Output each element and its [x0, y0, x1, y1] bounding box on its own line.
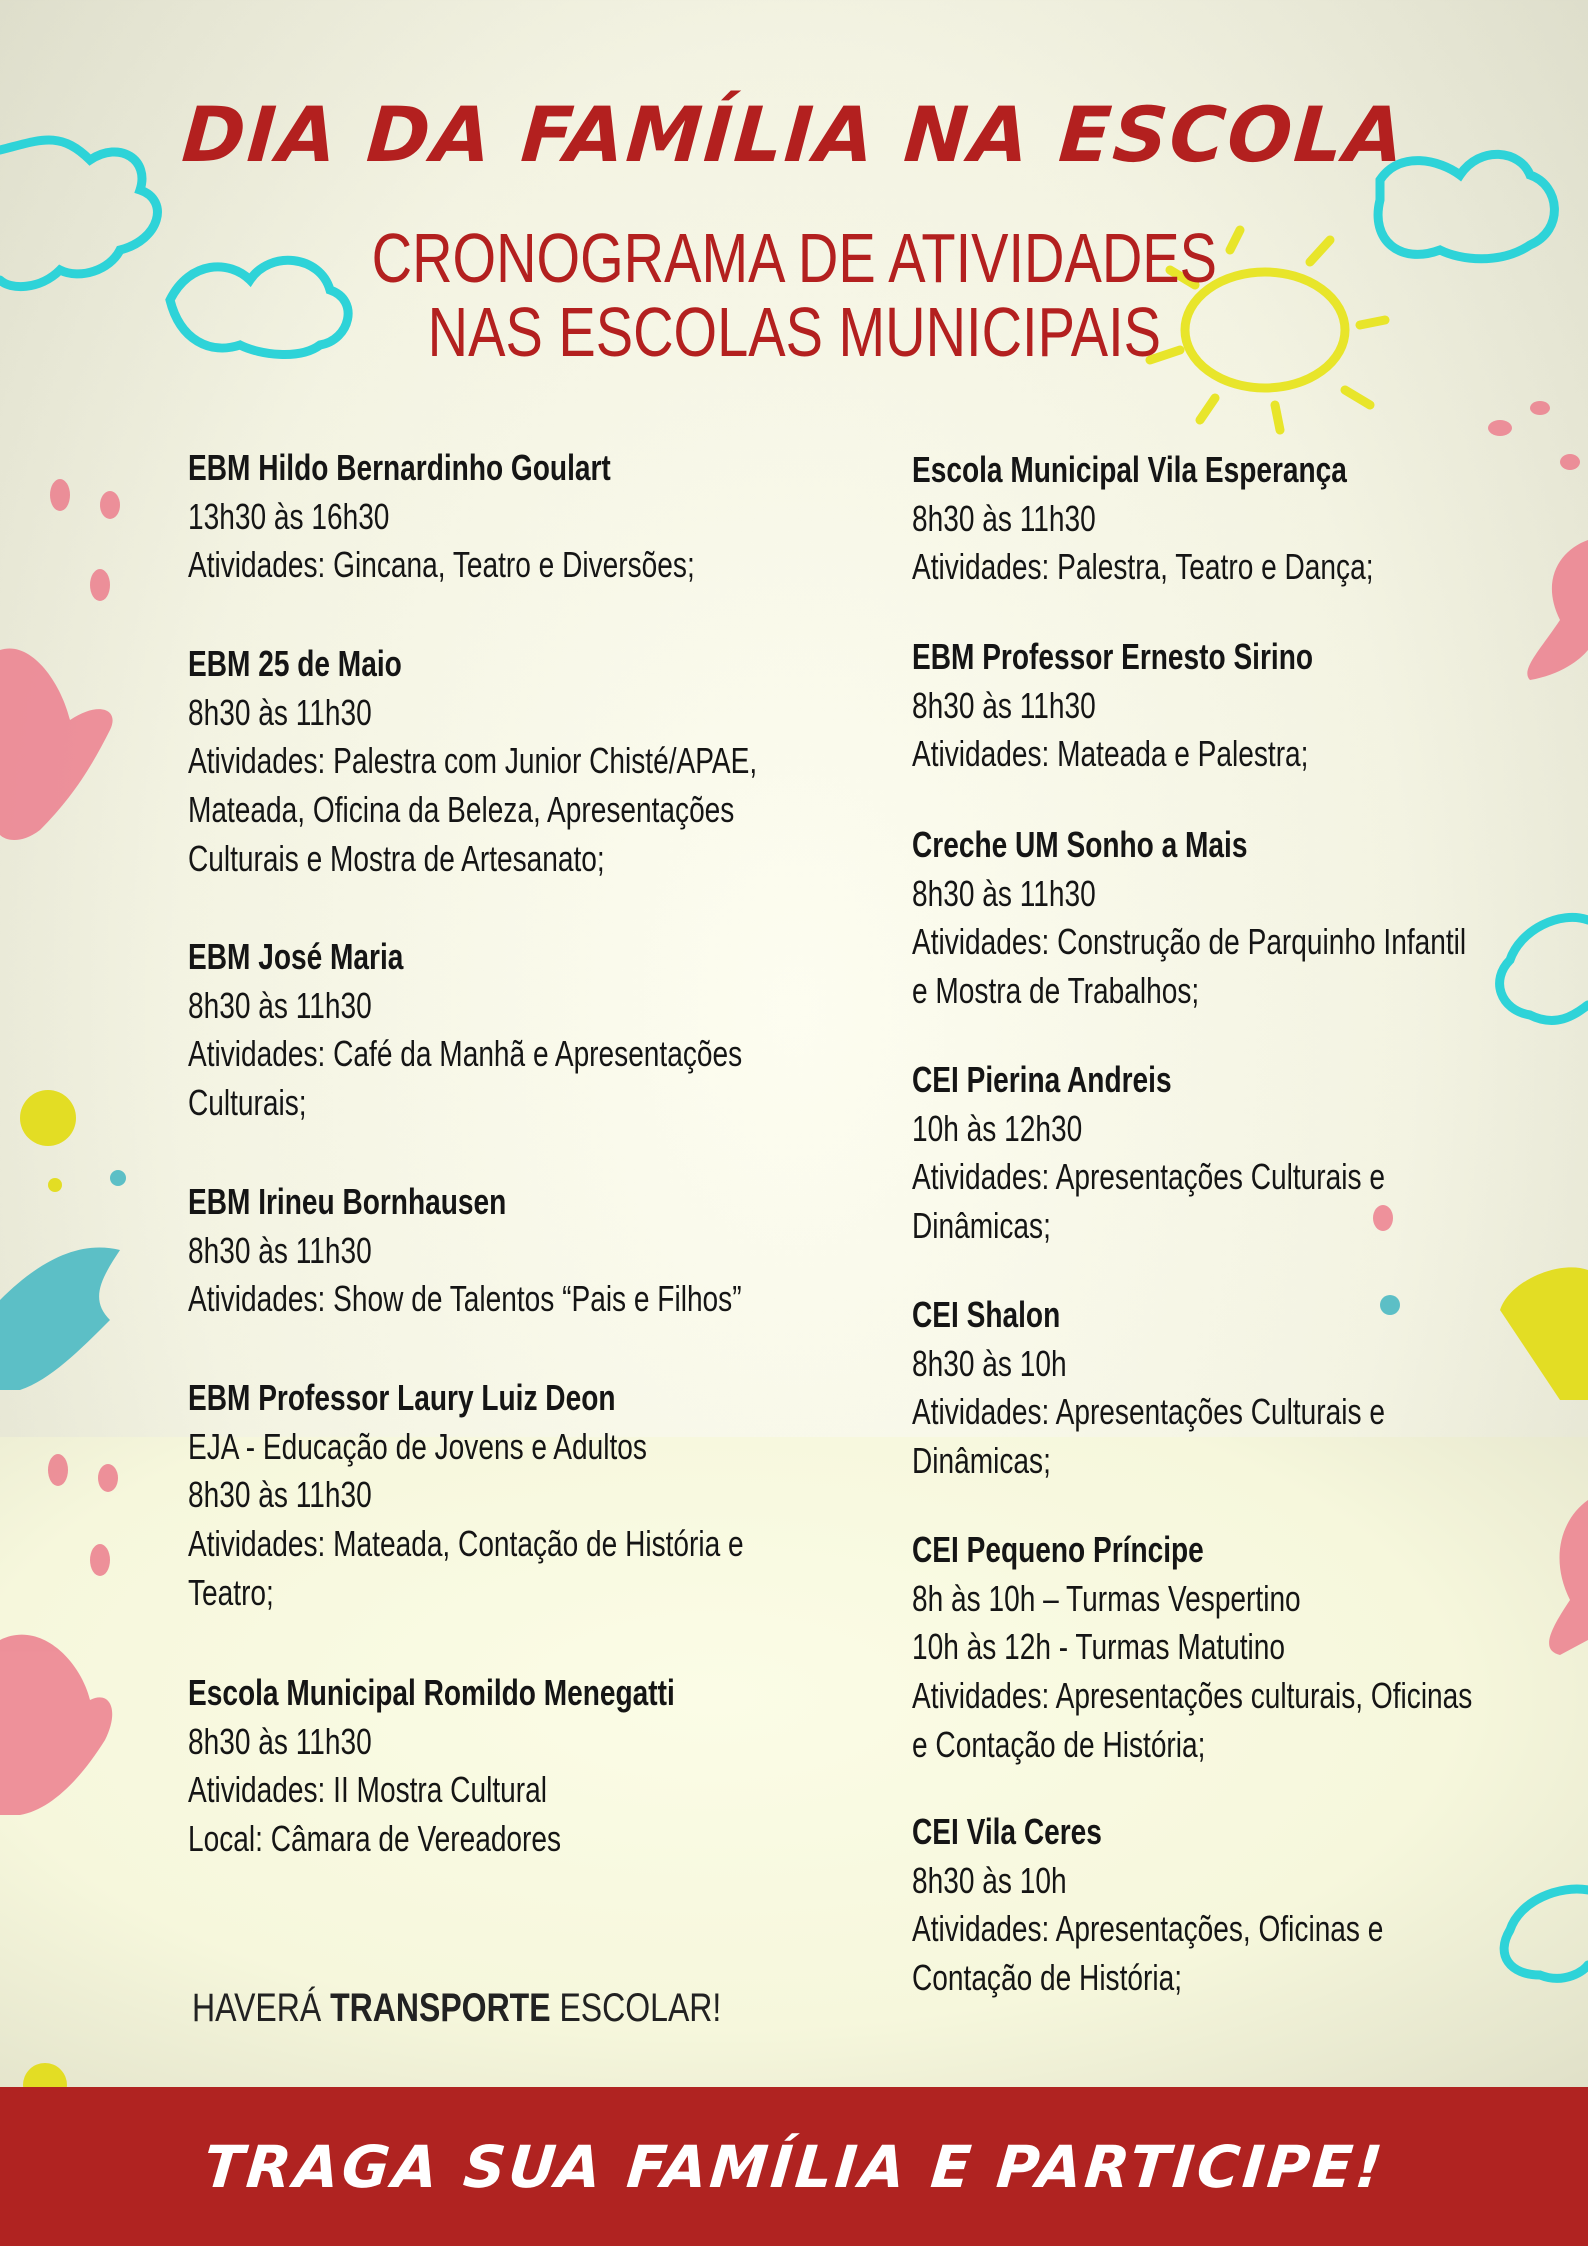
school-entry [188, 640, 757, 884]
school-detail-line: 10h às 12h30 [912, 1107, 1083, 1149]
school-detail-line: 8h30 às 10h [912, 1859, 1067, 1901]
school-detail-line: e Mostra de Trabalhos; [912, 970, 1200, 1012]
school-detail-line: 8h30 às 11h30 [188, 691, 372, 733]
school-detail-line: 10h às 12h - Turmas Matutino [912, 1626, 1286, 1668]
transport-bold: TRANSPORTE [330, 1986, 551, 2030]
school-detail-line: Atividades: Palestra com Junior Chisté/APAE, [188, 740, 758, 782]
school-detail-line: Atividades: Apresentações culturais, Oficinas [912, 1675, 1473, 1717]
school-detail-line: Atividades: Construção de Parquinho Infantil [912, 921, 1467, 963]
cloud-doodle-icon [1500, 917, 1588, 1020]
footer-banner [0, 2087, 1588, 2246]
school-detail-line: Atividades: Apresentações Culturais e [912, 1391, 1385, 1433]
school-entry [912, 1056, 1385, 1251]
school-entry [188, 933, 742, 1128]
school-entry [188, 1669, 675, 1864]
school-name: EBM Professor Ernesto Sirino [912, 636, 1314, 677]
school-entry [188, 1178, 742, 1324]
school-name: CEI Pierina Andreis [912, 1059, 1172, 1100]
school-detail-line: 8h30 às 11h30 [912, 872, 1096, 914]
school-name: CEI Shalon [912, 1294, 1061, 1335]
school-name: EBM 25 de Maio [188, 643, 402, 684]
school-detail-line: Atividades: Café da Manhã e Apresentações [188, 1033, 743, 1075]
school-entry [912, 446, 1374, 592]
school-name: EBM Hildo Bernardinho Goulart [188, 447, 611, 488]
transport-notice [192, 1986, 721, 2031]
school-detail-line: 8h30 às 11h30 [188, 1474, 372, 1516]
handprint-icon [0, 648, 113, 840]
school-detail-line: Atividades: II Mostra Cultural [188, 1769, 547, 1811]
school-detail-line: 8h30 às 11h30 [188, 984, 372, 1026]
school-detail-line: 8h30 às 10h [912, 1342, 1067, 1384]
school-detail-line: Culturais; [188, 1082, 307, 1124]
school-detail-line: Atividades: Apresentações Culturais e [912, 1156, 1385, 1198]
school-name: EBM Professor Laury Luiz Deon [188, 1377, 616, 1418]
subtitle-line-2 [0, 292, 1588, 372]
handprint-icon [1500, 1267, 1588, 1400]
school-detail-line: Dinâmicas; [912, 1440, 1051, 1482]
school-detail-line: Atividades: Show de Talentos “Pais e Filhos” [188, 1278, 742, 1320]
handprint-icon [1527, 540, 1588, 680]
school-detail-line: Teatro; [188, 1571, 274, 1613]
transport-text: HAVERÁ [192, 1986, 331, 2030]
school-detail-line: 8h30 às 11h30 [188, 1720, 372, 1762]
school-detail-line: Local: Câmara de Vereadores [188, 1818, 562, 1860]
subtitle-line-1 [0, 218, 1588, 298]
school-name: CEI Vila Ceres [912, 1811, 1102, 1852]
school-detail-line: Atividades: Palestra, Teatro e Dança; [912, 546, 1374, 588]
school-detail-line: Atividades: Mateada e Palestra; [912, 733, 1309, 775]
school-detail-line: Dinâmicas; [912, 1205, 1051, 1247]
handprint-icon [0, 1635, 112, 1815]
subtitle-text: NAS ESCOLAS MUNICIPAIS [427, 293, 1161, 371]
school-name: Escola Municipal Romildo Menegatti [188, 1672, 675, 1713]
transport-text: ESCOLAR! [550, 1986, 722, 2030]
school-detail-line: Atividades: Mateada, Contação de História e [188, 1523, 744, 1565]
school-detail-line: Mateada, Oficina da Beleza, Apresentações [188, 789, 735, 831]
footer-text: TRAGA SUA FAMÍLIA E PARTICIPE! [200, 2133, 1388, 2201]
school-detail-line: 8h às 10h – Turmas Vespertino [912, 1577, 1301, 1619]
school-name: EBM José Maria [188, 936, 404, 977]
school-name: Creche UM Sonho a Mais [912, 824, 1248, 865]
handprint-icon [1549, 1500, 1588, 1655]
school-detail-line: 8h30 às 11h30 [912, 497, 1096, 539]
school-name: EBM Irineu Bornhausen [188, 1181, 507, 1222]
school-detail-line: 8h30 às 11h30 [188, 1229, 372, 1271]
school-entry [912, 633, 1313, 779]
school-detail-line: EJA - Educação de Jovens e Adultos [188, 1425, 647, 1467]
school-entry [912, 1291, 1385, 1486]
subtitle-text: CRONOGRAMA DE ATIVIDADES [371, 219, 1217, 297]
school-name: Escola Municipal Vila Esperança [912, 449, 1347, 490]
page-title: DIA DA FAMÍLIA NA ESCOLA [179, 90, 1409, 179]
handprint-icon [0, 1247, 120, 1390]
school-entry [188, 444, 695, 590]
school-name: CEI Pequeno Príncipe [912, 1529, 1204, 1570]
school-detail-line: Atividades: Gincana, Teatro e Diversões; [188, 544, 695, 586]
school-entry [912, 821, 1466, 1016]
school-entry [188, 1374, 744, 1618]
school-detail-line: 13h30 às 16h30 [188, 495, 390, 537]
cloud-doodle-icon [1504, 1889, 1588, 1978]
school-detail-line: Culturais e Mostra de Artesanato; [188, 837, 605, 879]
school-detail-line: 8h30 às 11h30 [912, 684, 1096, 726]
school-entry [912, 1526, 1472, 1770]
school-detail-line: Contação de História; [912, 1957, 1183, 1999]
school-detail-line: e Contação de História; [912, 1723, 1206, 1765]
school-entry [912, 1808, 1383, 2003]
school-detail-line: Atividades: Apresentações, Oficinas e [912, 1908, 1384, 1950]
